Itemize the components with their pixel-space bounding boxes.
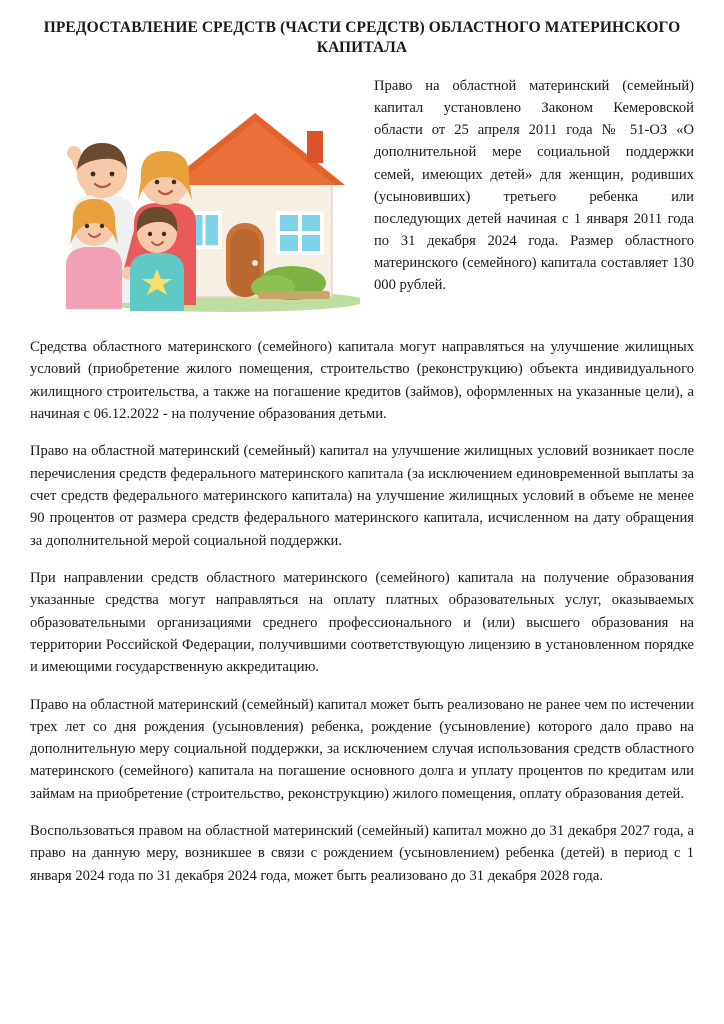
body-paragraph: Право на областной материнский (семейный) капитал может быть реализовано не ранее чем по истечении трех лет со дня рождения (усыновления) ребенка, рождение (усыновление) которого дало право на дополнительную меру социальной поддержки, за исключением случая использования средств областного материнского (семейного) капитала на погашение основного долга и уплату процентов по кредитам или займам на приобретение (строительство, реконструкцию) жилого помещения, оплату образования детей. bbox=[30, 696, 694, 802]
intro-block bbox=[30, 73, 694, 322]
family-and-house-illustration bbox=[30, 73, 360, 318]
body-paragraph: При направлении средств областного материнского (семейного) капитала на получение образования указанные средства могут направляться на оплату платных образовательных услуг, оказываемых образовательными организациями среднего профессионального и (или) высшего образования на территории Российской Федерации, получившими соответствующую лицензию в установленном порядке и имеющими государственную аккредитацию. bbox=[30, 569, 694, 676]
intro-paragraph: Право на областной материнский (семейный) капитал установлено Законом Кемеровской области от 25 апреля 2011 года № 51-ОЗ «О дополнительной мере социальной поддержки семей, имеющих детей» для женщин, родивших (усыновивших) третьего ребенка или последующих детей начиная с 1 января 2011 года по 31 декабря 2024 года. Размер областного материнского (семейного) капитала составляет 130 000 рублей. bbox=[374, 77, 694, 294]
body-paragraphs bbox=[30, 336, 694, 887]
body-paragraph: Воспользоваться правом на областной материнский (семейный) капитал можно до 31 декабря 2027 года, а право на данную меру, возникшее в связи с рождением (усыновлением) ребенка (детей) в период с 1 января 2024 года по 31 декабря 2024 года, может быть реализовано до 31 декабря 2028 года. bbox=[30, 823, 694, 884]
body-paragraph: Право на областной материнский (семейный) капитал на улучшение жилищных условий возникает после перечисления средств федерального материнского капитала (за исключением единовременной выплаты за счет средств федерального материнского капитала) на улучшение жилищных условий в объеме не менее 90 процентов от размера средств федерального материнского капитала, исчисленном на дату обращения за дополнительной мерой социальной поддержки. bbox=[30, 443, 694, 549]
page-title: ПРЕДОСТАВЛЕНИЕ СРЕДСТВ (ЧАСТИ СРЕДСТВ) ОБЛАСТНОГО МАТЕРИНСКОГО КАПИТАЛА bbox=[43, 19, 681, 57]
body-paragraph: Средства областного материнского (семейного) капитала могут направляться на улучшение жилищных условий (приобретение жилого помещения, строительство (реконструкцию) объекта индивидуального жилищного строительства, а также на погашение кредитов (займов), оформленных на указанные цели), а начиная с 06.12.2022 - на получение образования детьми. bbox=[30, 338, 694, 422]
